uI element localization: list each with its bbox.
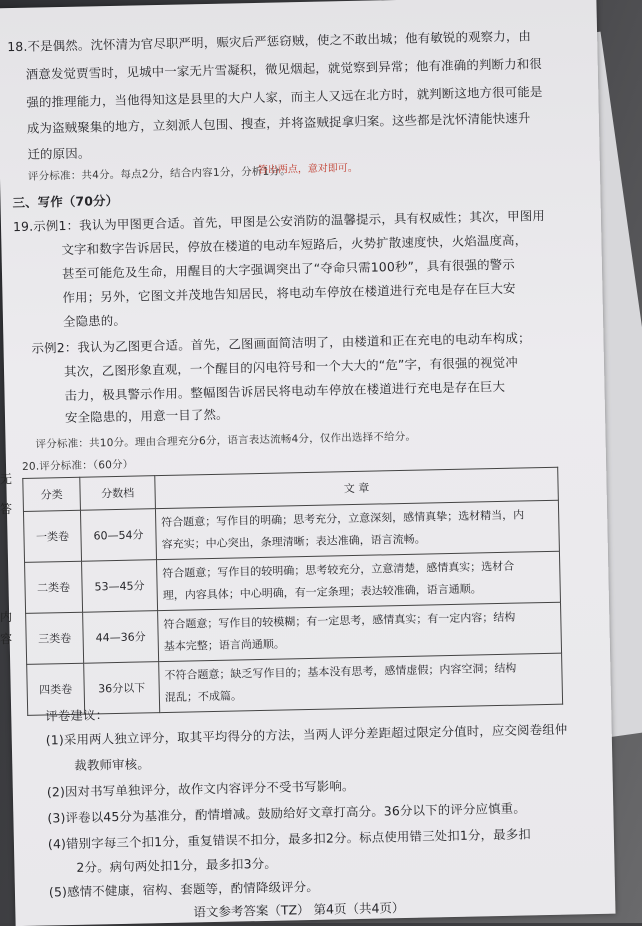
margin-mark: 容 [0,632,13,646]
page-footer: 语文参考答案（TZ） 第4页（共4页） [193,900,405,920]
advice-line: (3)评卷以45分为基准分，酌情增减。鼓励给好文章打高分。36分以下的评分应慎重。 [47,800,527,826]
category-cell: 三类卷 [26,612,84,664]
red-handwritten-note: 答出两点，意对即可。 [257,162,358,176]
q19-line: 19.示例1：我认为甲图更合适。首先，甲图是公安消防的温馨提示，具有权威性；其次，甲图用 [12,207,546,235]
q19-line: 文字和数字告诉居民，停放在楼道的电动车短路后，火势扩散速度快，火焰温度高， [61,232,528,258]
description-line: 不符合题意；缺乏写作目的；基本没有思考，感情虚假；内容空洞；结构 [164,661,517,683]
advice-title: 评卷建议： [45,707,109,724]
category-cell: 二类卷 [25,561,83,613]
q19-scoring: 评分标准：共10分。理由合理充分6分，语言表达流畅4分，仅作出选择不给分。 [35,430,417,451]
description-line: 符合题意；写作目的明确；思考充分，立意深刻，感情真挚；选材精当，内 [161,508,525,530]
q18-line: 酒意发觉贾雪时，见城中一家无片雪凝积，微见烟起，就觉察到异常；他有准确的判断力和很 [25,55,543,82]
q19-line: 作用；另外，它图文并茂地告知居民，将电动车停放在楼道进行充电是存在巨大安 [62,280,516,306]
advice-line: (5)感情不健康，宿构、套题等，酌情降级评分。 [48,878,320,900]
score-cell: 36分以下 [84,662,160,715]
category-cell: 一类卷 [23,510,81,562]
q19-line: 甚至可能危及生命，用醒目的大字强调突出了“夺命只需100秒”，具有很强的警示 [61,256,516,282]
advice-line: (4)错别字每三个扣1分，重复错误不扣分，最多扣2分。标点使用错三处扣1分，最多扣 [47,826,532,852]
description-cell [157,551,561,610]
description-line: 符合题意；写作目的较模糊；有一定思考，感情真实；有一定内容；结构 [163,610,516,632]
q19-line: 其次，乙图形象直观，一个醒目的闪电符号和一个大大的“危”字，有很强的视觉冲 [63,354,519,380]
q18-line: 强的推理能力，当他得知这是县里的大户人家，而主人又远在北方时，就判断这地方很可能是 [26,83,543,110]
advice-line: (1)采用两人独立评分，取其平均得分的方法，当两人评分差距超过限定分值时，应交阅卷组仲 [45,721,568,748]
description-cell [155,500,559,559]
advice-line: 裁教师审核。 [74,756,150,773]
q18-line: 迁的原因。 [27,145,91,162]
header-score: 分数档 [80,476,156,511]
q18-line: 成为盗贼聚集的地方，立刻派人包围、搜查，并将盗贼捉拿归案。这些都是沈怀清能快速升 [26,110,531,136]
score-cell: 44—36分 [83,611,159,664]
description-line: 理，内容具体；中心明确，有一定条理；表达较准确，语言通顺。 [162,582,482,603]
header-category: 分类 [23,477,81,511]
margin-mark: 内 [0,610,13,624]
advice-line: (2)因对书写单独评分，故作文内容评分不受书写影响。 [46,778,355,800]
description-cell [158,602,562,661]
advice-line: 2分。病句两处扣1分，最多扣3分。 [76,855,278,875]
q19-line: 击力，极具警示作用。整幅图告诉居民将电动车停放在楼道进行充电是存在巨大 [64,378,506,404]
q20-title: 20.评分标准：（60分） [21,458,134,473]
description-line: 容充实；中心突出，条理清晰；表达准确，语言流畅。 [161,532,426,552]
header-essay: 文 章 [155,467,559,508]
q18-line: 18.不是偶然。沈怀清为官尽职严明，赈灾后严惩窃贼，使之不敢出城；他有敏锐的观察力，由 [7,28,532,55]
score-cell: 60—54分 [80,509,156,562]
margin-mark: 无 [0,472,13,486]
margin-mark: 答 [0,502,13,516]
q18-scoring: 评分标准：共4分。每点2分，结合内容1分，分析1分。 [27,165,291,183]
description-line: 基本完整；语言尚通顺。 [163,637,285,654]
description-line: 符合题意；写作目的较明确；思考较充分，立意清楚，感情真实；选材合 [162,559,515,581]
section-heading: 三、写作（70分） [12,192,119,211]
q19-line: 示例2：我认为乙图更合适。首先，乙图画面简洁明了，由楼道和正在充电的电动车构成； [31,330,531,356]
category-cell: 四类卷 [27,663,85,715]
score-cell: 53—45分 [82,560,158,613]
rubric-table [22,467,563,716]
description-line: 混乱；不成篇。 [164,689,243,705]
q19-line: 安全隐患的，用意一目了然。 [64,406,229,426]
q19-line: 全隐患的。 [62,312,127,330]
description-cell [159,653,563,712]
